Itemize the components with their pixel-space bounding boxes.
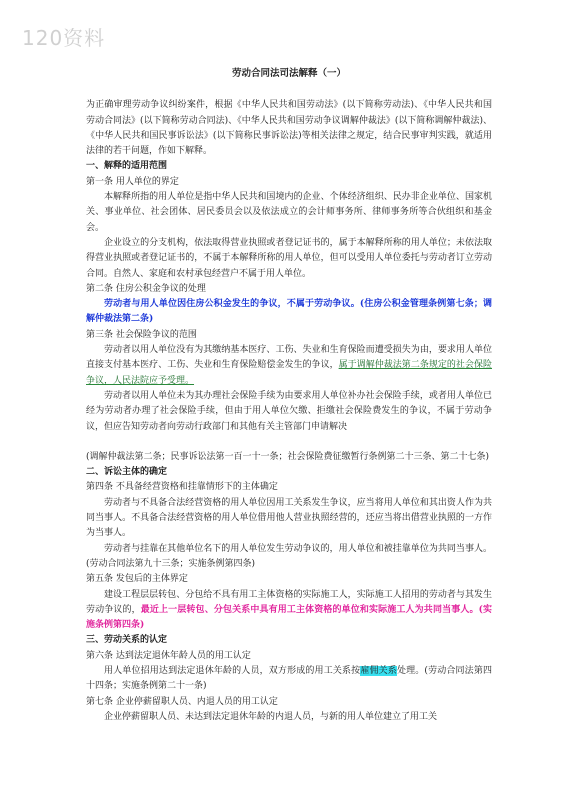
article-6-highlighted-term: 雇佣关系 <box>360 665 397 676</box>
article-7-title: 第七条 企业停薪留职人员、内退人员的用工认定 <box>86 696 278 707</box>
document-title: 劳动合同法司法解释（一） <box>231 68 346 79</box>
section-heading-3: 三、劳动关系的认定 <box>86 635 168 646</box>
article-3-paragraph-2: 劳动者以用人单位未为其办理社会保险手续为由要求用人单位补办社会保险手续，或者用人单位已经为劳动者办理了社会保险手续，但由于用人单位欠缴、拒缴社会保险费发生的争议，不属于劳动争议，但应告知劳动者向劳动行政部门和其他有关主管部门申请解决 <box>86 390 492 432</box>
page-gap <box>86 435 492 450</box>
article-5-highlighted-text: 最近上一层转包、分包关系中具有用工主体资格的单位和实际施工人为共同当事人。(实施条例第四条) <box>86 604 492 631</box>
article-3-title: 第三条 社会保险争议的范围 <box>86 329 197 340</box>
article-3-underlined-text: 属于调解仲裁法第二条规定的社会保险争议，人民法院应予受理。 <box>86 360 492 386</box>
article-6-text-post: 处理。(劳动合同法第四十四条；实施条例第二十一条) <box>86 665 492 692</box>
article-1-paragraph-1: 本解释所指的用人单位是指中华人民共和国境内的企业、个体经济组织、民办非企业单位、国家机关、事业单位、社会团体、居民委员会以及依法成立的会计师事务所、律师事务所等合伙组织和基金会。 <box>86 192 492 233</box>
article-6-paragraph <box>86 664 492 695</box>
intro-paragraph: 为正确审理劳动争议纠纷案件，根据《中华人民共和国劳动法》(以下简称劳动法)、《中华人民共和国劳动合同法》(以下简称劳动合同法)、《中华人民共和国劳动争议调解仲裁法》(以下简称调解仲裁法)、《中华人民共和国民事诉讼法》(以下简称民事诉讼法)等相关法律之规定，结合民事审判实践，就适用法律的若干问题，作如下解释。 <box>86 100 492 157</box>
article-2-title: 第二条 住房公积金争议的处理 <box>86 283 206 294</box>
section-heading-1: 一、解释的适用范围 <box>86 161 168 172</box>
article-3-reference: (调解仲裁法第二条；民事诉讼法第一百一十一条；社会保险费征缴暂行条例第二十三条、第二十七条) <box>86 451 490 462</box>
article-3-paragraph-1-text: 劳动者以用人单位没有为其缴纳基本医疗、工伤、失业和生育保险而遭受损失为由，要求用人单位直接支付基本医疗、工伤、失业和生育保险赔偿金发生的争议， <box>86 345 492 371</box>
article-4-paragraph-2: 劳动者与挂靠在其他单位名下的用人单位发生劳动争议的，用人单位和被挂靠单位为共同当事人。(劳动合同法第九十三条；实施条例第四条) <box>86 543 492 569</box>
article-7-paragraph: 企业停薪留职人员、未达到法定退休年龄的内退人员，与新的用人单位建立了用工关 <box>104 711 438 722</box>
article-3-paragraph-1 <box>86 343 492 389</box>
article-1-title: 第一条 用人单位的界定 <box>86 176 179 187</box>
article-6-text-pre: 用人单位招用达到法定退休年龄的人员，双方形成的用工关系按 <box>104 665 361 676</box>
section-heading-2: 二、诉讼主体的确定 <box>86 467 168 478</box>
article-4-title: 第四条 不具备经营资格和挂靠情形下的主体确定 <box>86 482 278 493</box>
article-6-title: 第六条 达到法定退休年龄人员的用工认定 <box>86 650 251 661</box>
article-5-paragraph-text: 建设工程层层转包、分包给不具有用工主体资格的实际施工人，实际施工人招用的劳动者与其发生劳动争议的， <box>86 589 492 615</box>
article-2-paragraph: 劳动者与用人单位因住房公积金发生的争议，不属于劳动争议。(住房公积金管理条例第七条；调解仲裁法第二条) <box>86 299 492 325</box>
article-5-title: 第五条 发包后的主体界定 <box>86 574 188 585</box>
watermark-logo: 120资料 <box>22 26 106 50</box>
document-body <box>86 66 492 725</box>
article-1-paragraph-2: 企业设立的分支机构，依法取得营业执照或者登记证书的，属于本解释所称的用人单位；未依法取得营业执照或者登记证书的，不属于本解释所称的用人单位，但可以受用人单位委托与劳动者订立劳动合同。自然人、家庭和农村承包经营户不属于用人单位。 <box>86 237 492 279</box>
article-4-paragraph-1: 劳动者与不具备合法经营资格的用人单位因用工关系发生争议，应当将用人单位和其出资人作为共同当事人。不具备合法经营资格的用人单位借用他人营业执照经营的，还应当将出借营业执照的一方作为当事人。 <box>86 497 492 539</box>
article-5-paragraph <box>86 588 492 634</box>
